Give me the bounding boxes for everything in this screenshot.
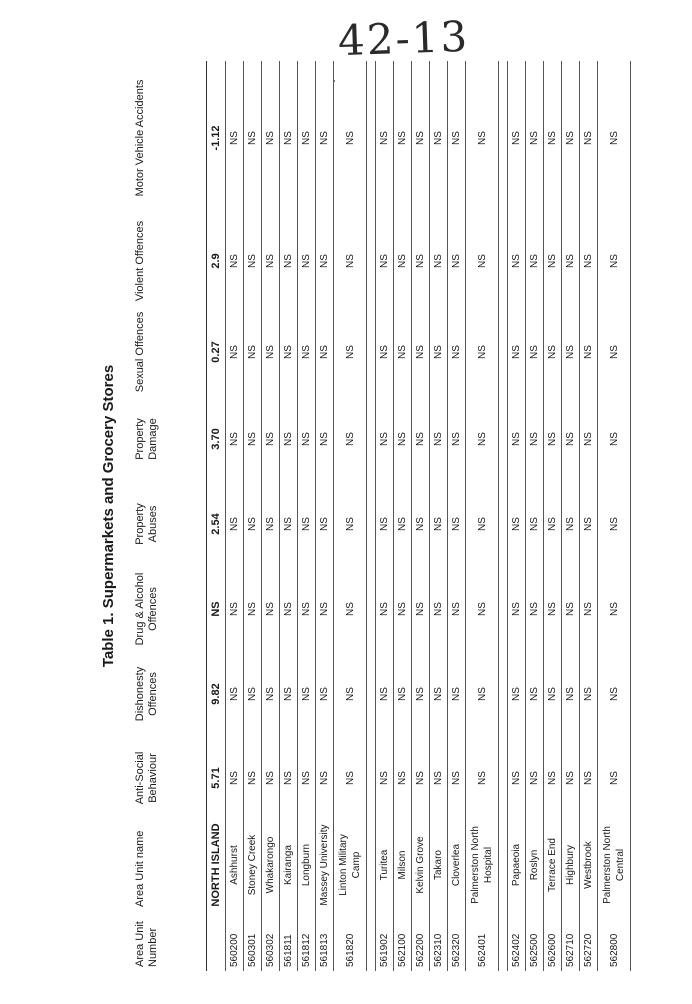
area-unit-name-cell: Roslyn [526, 819, 544, 911]
value-cell: NS [412, 61, 430, 215]
table-row [562, 61, 580, 971]
value-cell: NS [544, 737, 562, 819]
value-cell: NS [280, 567, 298, 651]
value-cell: NS [298, 737, 316, 819]
spacer-cell [367, 819, 376, 911]
value-cell: NS [466, 651, 499, 737]
area-unit-name-cell: Kairanga [280, 819, 298, 911]
value-cell: NS [376, 481, 394, 567]
value-cell: NS [580, 397, 598, 481]
value-cell: NS [598, 651, 631, 737]
value-cell: NS [430, 567, 448, 651]
value-cell: NS [394, 651, 412, 737]
area-unit-name-cell: Linton Military Camp [334, 819, 367, 911]
value-cell: NS [298, 61, 316, 215]
value-cell: NS [526, 567, 544, 651]
area-unit-number-cell: 560302 [262, 911, 280, 971]
value-cell: NS [544, 397, 562, 481]
value-cell: NS [508, 567, 526, 651]
spacer-cell [499, 61, 508, 215]
area-unit-number-cell: 560301 [244, 911, 262, 971]
area-unit-number-cell: 562500 [526, 911, 544, 971]
value-cell: NS [466, 567, 499, 651]
value-cell: NS [226, 651, 244, 737]
value-cell: NS [562, 737, 580, 819]
value-cell: NS [280, 651, 298, 737]
value-cell: NS [244, 567, 262, 651]
value-cell: NS [412, 651, 430, 737]
value-cell: NS [334, 567, 367, 651]
value-cell: NS [562, 215, 580, 307]
value-cell: NS [580, 307, 598, 397]
spacer-row [499, 61, 508, 971]
value-cell: NS [244, 215, 262, 307]
value-cell: NS [244, 737, 262, 819]
value-cell: 9.82 [207, 651, 226, 737]
value-cell: NS [412, 397, 430, 481]
area-unit-number-cell: 561812 [298, 911, 316, 971]
value-cell: NS [334, 307, 367, 397]
header-cell: Violent Offences [128, 215, 207, 307]
value-cell: NS [376, 397, 394, 481]
table-row [580, 61, 598, 971]
value-cell: NS [598, 307, 631, 397]
value-cell: 5.71 [207, 737, 226, 819]
value-cell: NS [580, 567, 598, 651]
header-cell: Motor Vehicle Accidents [128, 61, 207, 215]
value-cell: NS [598, 61, 631, 215]
area-unit-name-cell: Takaro [430, 819, 448, 911]
value-cell: NS [526, 61, 544, 215]
value-cell: NS [262, 307, 280, 397]
value-cell: NS [466, 737, 499, 819]
value-cell: NS [316, 397, 334, 481]
value-cell: NS [562, 307, 580, 397]
header-cell: Anti-Social Behaviour [128, 737, 207, 819]
value-cell: NS [466, 307, 499, 397]
value-cell: NS [376, 215, 394, 307]
value-cell: NS [508, 215, 526, 307]
value-cell: NS [298, 651, 316, 737]
header-cell: Sexual Offences [128, 307, 207, 397]
value-cell: NS [244, 481, 262, 567]
value-cell: NS [562, 61, 580, 215]
value-cell: NS [412, 481, 430, 567]
value-cell: NS [508, 651, 526, 737]
table-row [466, 61, 499, 971]
area-unit-number-cell: 562710 [562, 911, 580, 971]
spacer-cell [499, 215, 508, 307]
header-cell: Property Damage [128, 397, 207, 481]
area-unit-number-cell: 562720 [580, 911, 598, 971]
value-cell: NS [544, 481, 562, 567]
area-unit-number-cell: 562401 [466, 911, 499, 971]
value-cell: NS [262, 567, 280, 651]
value-cell: NS [448, 61, 466, 215]
value-cell: NS [580, 215, 598, 307]
header-cell: Drug & Alcohol Offences [128, 567, 207, 651]
value-cell: NS [244, 307, 262, 397]
value-cell: -1.12 [207, 61, 226, 215]
rotated-page [96, 61, 656, 971]
value-cell: NS [394, 481, 412, 567]
value-cell: NS [280, 215, 298, 307]
value-cell: NS [262, 737, 280, 819]
table-row [376, 61, 394, 971]
area-unit-number-cell: 562402 [508, 911, 526, 971]
area-unit-name-cell: Palmerston North Hospital [466, 819, 499, 911]
value-cell: NS [430, 481, 448, 567]
table-row [448, 61, 466, 971]
area-unit-number-cell [207, 911, 226, 971]
value-cell: NS [280, 397, 298, 481]
value-cell: NS [526, 215, 544, 307]
table-row [316, 61, 334, 971]
value-cell: NS [394, 737, 412, 819]
table-body [207, 61, 631, 971]
table-row [598, 61, 631, 971]
value-cell: NS [226, 61, 244, 215]
table-row [226, 61, 244, 971]
value-cell: NS [466, 397, 499, 481]
spacer-cell [499, 651, 508, 737]
table-row [508, 61, 526, 971]
value-cell: NS [280, 481, 298, 567]
value-cell: NS [580, 651, 598, 737]
spacer-cell [499, 737, 508, 819]
area-unit-name-cell: Longburn [298, 819, 316, 911]
area-unit-number-cell: 562320 [448, 911, 466, 971]
table-row [298, 61, 316, 971]
value-cell: NS [430, 215, 448, 307]
spacer-cell [367, 215, 376, 307]
area-unit-number-cell: 561813 [316, 911, 334, 971]
table-row [544, 61, 562, 971]
value-cell: NS [430, 61, 448, 215]
value-cell: NS [316, 481, 334, 567]
value-cell: NS [334, 397, 367, 481]
value-cell: NS [448, 397, 466, 481]
spacer-cell [499, 307, 508, 397]
spacer-cell [367, 737, 376, 819]
value-cell: NS [226, 481, 244, 567]
value-cell: NS [376, 61, 394, 215]
area-unit-name-cell: Massey University [316, 819, 334, 911]
header-cell: Area Unit name [128, 819, 207, 911]
value-cell: NS [394, 397, 412, 481]
value-cell: NS [226, 737, 244, 819]
value-cell: 2.9 [207, 215, 226, 307]
value-cell: NS [448, 215, 466, 307]
value-cell: NS [316, 567, 334, 651]
value-cell: NS [544, 307, 562, 397]
area-unit-name-cell: Westbrook [580, 819, 598, 911]
value-cell: NS [316, 215, 334, 307]
value-cell: NS [508, 61, 526, 215]
value-cell: NS [598, 215, 631, 307]
value-cell: NS [334, 737, 367, 819]
area-unit-name-cell: Cloverlea [448, 819, 466, 911]
value-cell: NS [334, 481, 367, 567]
value-cell: NS [448, 481, 466, 567]
area-unit-name-cell: Milson [394, 819, 412, 911]
area-unit-number-cell: 562100 [394, 911, 412, 971]
value-cell: NS [598, 481, 631, 567]
value-cell: NS [376, 737, 394, 819]
area-unit-name-cell: Terrace End [544, 819, 562, 911]
spacer-cell [367, 651, 376, 737]
value-cell: NS [316, 737, 334, 819]
value-cell: NS [508, 307, 526, 397]
table-row [280, 61, 298, 971]
value-cell: NS [466, 481, 499, 567]
value-cell: NS [226, 215, 244, 307]
value-cell: NS [262, 397, 280, 481]
spacer-cell [367, 481, 376, 567]
value-cell: NS [334, 651, 367, 737]
value-cell: NS [298, 481, 316, 567]
header-cell: Dishonesty Offences [128, 651, 207, 737]
value-cell: NS [298, 397, 316, 481]
value-cell: NS [244, 61, 262, 215]
value-cell: NS [280, 307, 298, 397]
area-unit-name-cell: Papaeoia [508, 819, 526, 911]
area-unit-number-cell: 562800 [598, 911, 631, 971]
value-cell: NS [376, 567, 394, 651]
value-cell: NS [316, 651, 334, 737]
value-cell: NS [376, 651, 394, 737]
value-cell: NS [430, 737, 448, 819]
value-cell: NS [412, 307, 430, 397]
value-cell: NS [412, 567, 430, 651]
value-cell: NS [508, 397, 526, 481]
value-cell: NS [580, 737, 598, 819]
area-unit-number-cell: 561902 [376, 911, 394, 971]
spacer-cell [499, 819, 508, 911]
value-cell: NS [244, 651, 262, 737]
value-cell: 3.70 [207, 397, 226, 481]
value-cell: NS [562, 397, 580, 481]
table-row [334, 61, 367, 971]
area-unit-number-cell: 561811 [280, 911, 298, 971]
area-unit-name-cell: Stoney Creek [244, 819, 262, 911]
value-cell: NS [562, 481, 580, 567]
crime-table [128, 61, 631, 971]
value-cell: NS [448, 651, 466, 737]
value-cell: NS [298, 215, 316, 307]
value-cell: NS [544, 61, 562, 215]
value-cell: NS [508, 737, 526, 819]
header-cell: Area Unit Number [128, 911, 207, 971]
area-unit-name-cell: Turitea [376, 819, 394, 911]
value-cell: NS [562, 567, 580, 651]
value-cell: NS [598, 567, 631, 651]
value-cell: NS [430, 307, 448, 397]
value-cell: NS [412, 215, 430, 307]
spacer-row [367, 61, 376, 971]
value-cell: NS [334, 215, 367, 307]
value-cell: NS [580, 61, 598, 215]
value-cell: NS [316, 61, 334, 215]
value-cell: NS [298, 307, 316, 397]
value-cell: NS [262, 481, 280, 567]
header-row [128, 61, 207, 971]
value-cell: NS [562, 651, 580, 737]
area-unit-number-cell: 561820 [334, 911, 367, 971]
table-row [244, 61, 262, 971]
value-cell: NS [394, 567, 412, 651]
table-title: Table 1. Supermarkets and Grocery Stores [100, 364, 117, 668]
spacer-cell [499, 481, 508, 567]
value-cell: NS [334, 61, 367, 215]
value-cell: NS [466, 215, 499, 307]
area-unit-name-cell: Highbury [562, 819, 580, 911]
value-cell: NS [580, 481, 598, 567]
value-cell: NS [448, 567, 466, 651]
value-cell: NS [598, 737, 631, 819]
spacer-cell [367, 567, 376, 651]
spacer-cell [367, 397, 376, 481]
value-cell: NS [394, 307, 412, 397]
value-cell: NS [526, 737, 544, 819]
area-unit-name-cell: Ashhurst [226, 819, 244, 911]
value-cell: NS [508, 481, 526, 567]
value-cell: NS [226, 397, 244, 481]
value-cell: NS [526, 397, 544, 481]
value-cell: NS [598, 397, 631, 481]
value-cell: NS [298, 567, 316, 651]
value-cell: NS [207, 567, 226, 651]
value-cell: NS [544, 567, 562, 651]
area-unit-name-cell: NORTH ISLAND [207, 819, 226, 911]
spacer-cell [367, 911, 376, 971]
value-cell: NS [466, 61, 499, 215]
value-cell: NS [448, 307, 466, 397]
area-unit-number-cell: 562600 [544, 911, 562, 971]
area-unit-name-cell: Palmerston North Central [598, 819, 631, 911]
header-cell: Property Abuses [128, 481, 207, 567]
area-unit-number-cell: 562200 [412, 911, 430, 971]
value-cell: NS [526, 307, 544, 397]
value-cell: NS [544, 215, 562, 307]
spacer-cell [499, 397, 508, 481]
value-cell: NS [280, 61, 298, 215]
value-cell: NS [394, 61, 412, 215]
value-cell: NS [280, 737, 298, 819]
area-unit-number-cell: 560200 [226, 911, 244, 971]
value-cell: 2.54 [207, 481, 226, 567]
value-cell: NS [262, 215, 280, 307]
spacer-cell [367, 61, 376, 215]
value-cell: NS [262, 61, 280, 215]
value-cell: NS [226, 307, 244, 397]
area-unit-number-cell: 562310 [430, 911, 448, 971]
value-cell: NS [316, 307, 334, 397]
spacer-cell [499, 911, 508, 971]
value-cell: NS [448, 737, 466, 819]
value-cell: NS [430, 397, 448, 481]
value-cell: NS [526, 651, 544, 737]
value-cell: NS [394, 215, 412, 307]
value-cell: NS [430, 651, 448, 737]
value-cell: NS [244, 397, 262, 481]
table-row [394, 61, 412, 971]
value-cell: NS [376, 307, 394, 397]
value-cell: NS [526, 481, 544, 567]
table-row [207, 61, 226, 971]
spacer-cell [499, 567, 508, 651]
value-cell: NS [226, 567, 244, 651]
handwritten-annotation: 42-13 [337, 11, 470, 66]
table-row [526, 61, 544, 971]
spacer-cell [367, 307, 376, 397]
table-row [412, 61, 430, 971]
value-cell: NS [412, 737, 430, 819]
area-unit-name-cell: Whakarongo [262, 819, 280, 911]
value-cell: NS [544, 651, 562, 737]
value-cell: NS [262, 651, 280, 737]
table-row [430, 61, 448, 971]
value-cell: 0.27 [207, 307, 226, 397]
table-row [262, 61, 280, 971]
area-unit-name-cell: Kelvin Grove [412, 819, 430, 911]
